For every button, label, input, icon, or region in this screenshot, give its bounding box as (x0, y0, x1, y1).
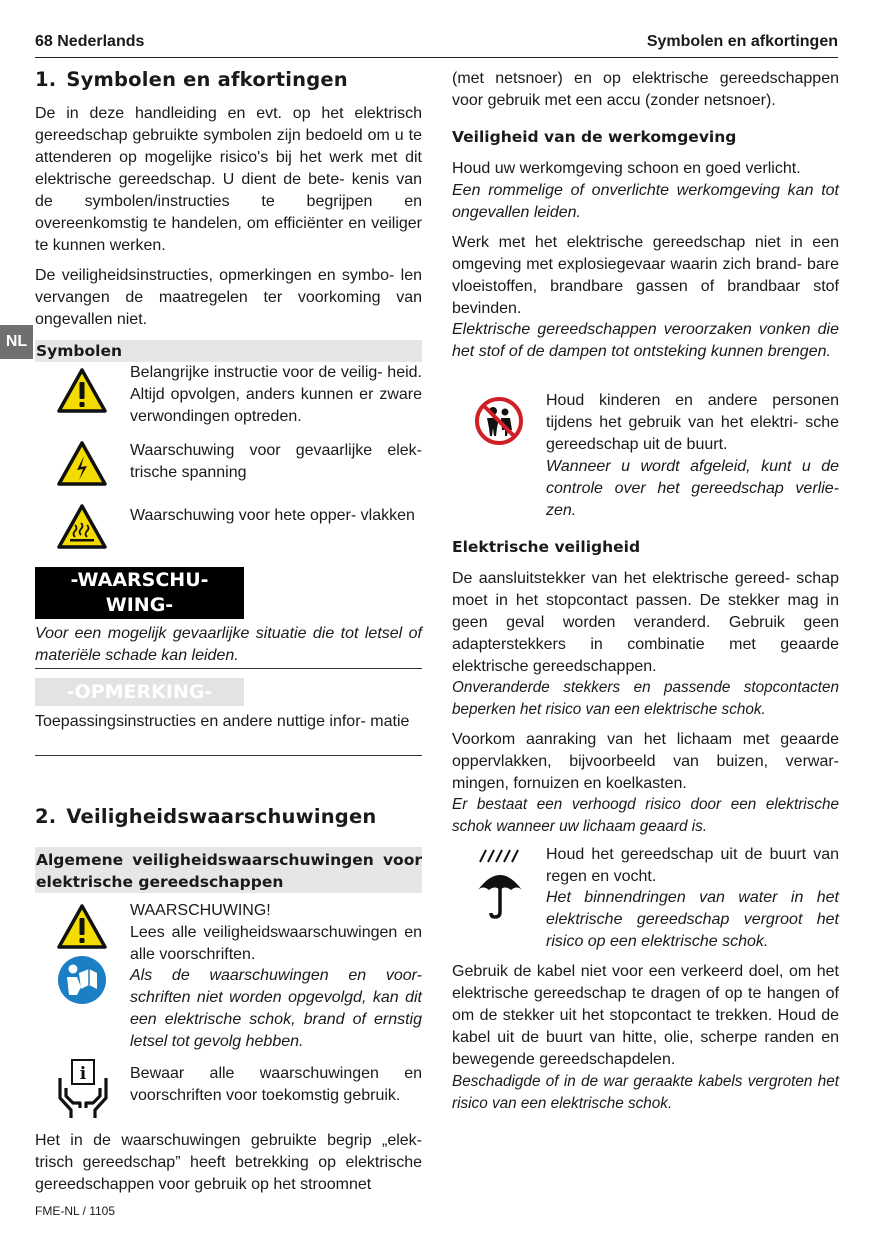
cable-italic: Beschadigde of in de war geraakte kabels vergroten het risico van een elektrische schok. (452, 1073, 839, 1112)
children-distance-text: Houd kinderen en andere personen tijdens het gebruik van het elektri- sche gereedschap uit de buurt. (546, 392, 839, 453)
high-voltage-icon (56, 440, 108, 488)
rain-text: Houd het gereedschap uit de buurt van regen en vocht. (546, 846, 839, 885)
section2-title: 2. Veiligheidswaarschuwingen (35, 805, 377, 828)
symbol-important-text: Belangrijke instructie voor de veilig- heid. Altijd opvolgen, anders kunnen er zware verwondingen optreden. (130, 364, 422, 425)
symbol-voltage-text: Waarschuwing voor gevaarlijke elek- trische spanning (130, 442, 422, 481)
symbol-hot-text: Waarschuwing voor hete opper- vlakken (130, 507, 415, 524)
read-manual-icon (57, 955, 107, 1005)
term-continuation-text: (met netsnoer) en op elektrische gereedschappen voor gebruik met een accu (zonder netsnoer). (452, 70, 839, 109)
language-tab: NL (0, 325, 33, 359)
work-area-clean-italic: Een rommelige of onverlichte werkomgeving kan tot ongevallen leiden. (452, 182, 839, 221)
symbols-heading: Symbolen (36, 342, 123, 360)
general-warning-icon (56, 903, 108, 951)
section1-title: 1. Symbolen en afkortingen (35, 68, 348, 91)
umbrella-rain-icon (474, 848, 526, 920)
work-area-heading: Veiligheid van de werkomgeving (452, 128, 737, 146)
electrical-safety-heading: Elektrische veiligheid (452, 538, 641, 556)
warning-title: WAARSCHUWING! (130, 902, 271, 919)
svg-text:i: i (79, 1064, 87, 1084)
warning-rule (35, 668, 422, 669)
explosive-environment-italic: Elektrische gereedschappen veroorzaken vonken die het stof of de dampen tot ontsteking kunnen brengen. (452, 321, 839, 360)
warning-description: Voor een mogelijk gevaarlijke situatie die tot letsel of materiële schade kan leiden. (35, 625, 422, 664)
grounded-surfaces-text: Voorkom aanraking van het lichaam met geaarde oppervlakken, bijvoorbeeld van buizen, verwar- mingen, fornuizen en koelkasten. (452, 731, 839, 792)
section1-intro: De in deze handleiding en evt. op het elektrisch gereedschap gebruikte symbolen zijn bedoeld om u te attenderen op mogelijke risico's bij het werk met dit elektrische gereedschap. U dient de bete- kenis van de symbolen/instructies te begrijpen en overeenkomstig te handelen, om efficiënter en veiliger te kunnen werken. (35, 105, 422, 254)
keep-instructions-text: Bewaar alle waarschuwingen en voorschriften voor toekomstig gebruik. (130, 1065, 422, 1104)
warning-label-box (35, 567, 244, 619)
page-header-right: Symbolen en afkortingen (646, 33, 838, 50)
plug-italic: Onveranderde stekkers en passende stopcontacten beperken het risico van een elektrische schok. (452, 679, 839, 718)
note-description: Toepassingsinstructies en andere nuttige infor- matie (35, 713, 410, 730)
header-rule (35, 57, 838, 58)
warning-label: -WAARSCHU- WING- (70, 569, 209, 616)
general-warning-icon (56, 367, 108, 415)
warning-read-text: Lees alle veiligheidswaarschuwingen en alle voorschriften. (130, 924, 422, 963)
term-definition-text: Het in de waarschuwingen gebruikte begrip „elek- trisch gereedschap” heeft betrekking op elektrische gereedschappen voor gebruik op het stroomnet (35, 1132, 422, 1193)
plug-text: De aansluitstekker van het elektrische gereed- schap moet in het stopcontact passen. De stekker mag in geen geval worden veranderd. Gebruik geen adapterstekkers in combinatie met geaarde elektrische gereedschappen. (452, 570, 839, 675)
hot-surface-icon (56, 503, 108, 551)
keep-instructions-icon (57, 1058, 109, 1120)
general-safety-heading: Algemene veiligheidswaarschuwingen voor elektrische gereedschappen (36, 851, 422, 891)
footer-code: FME-NL / 1105 (35, 1204, 116, 1218)
cable-text: Gebruik de kabel niet voor een verkeerd doel, om het elektrische gereedschap te dragen of op te hangen of om de stekker uit het stopcontact te trekken. Houd de kabel uit de buurt van hitte, olie, scherpe randen en bewegende gereedschapdelen. (452, 963, 839, 1068)
note-label: -OPMERKING- (35, 678, 244, 706)
section1-note: De veiligheidsinstructies, opmerkingen en symbo- len vervangen de maatregelen ter voorkoming van ongevallen niet. (35, 267, 422, 328)
children-distance-italic: Wanneer u wordt afgeleid, kunt u de controle over het gereedschap verlie- zen. (546, 458, 839, 519)
page-header-left: 68 Nederlands (35, 33, 145, 50)
no-children-icon (474, 396, 524, 446)
rain-italic: Het binnendringen van water in het elektrische gereedschap vergroot het risico op een elektrische schok. (546, 889, 839, 950)
note-rule (35, 755, 422, 756)
warning-consequence-text: Als de waarschuwingen en voor- schriften niet worden opgevolgd, kan dit een elektrische schok, brand of ernstig letsel tot gevolg hebben. (130, 967, 422, 1050)
explosive-environment-text: Werk met het elektrische gereedschap niet in een omgeving met explosiegevaar waarin zich brand- bare vloeistoffen, brandbare gassen of brandbaar stof bevinden. (452, 234, 839, 317)
grounded-surfaces-italic: Er bestaat een verhoogd risico door een elektrische schok wanneer uw lichaam geaard is. (452, 796, 839, 835)
work-area-clean-text: Houd uw werkomgeving schoon en goed verlicht. (452, 160, 801, 177)
